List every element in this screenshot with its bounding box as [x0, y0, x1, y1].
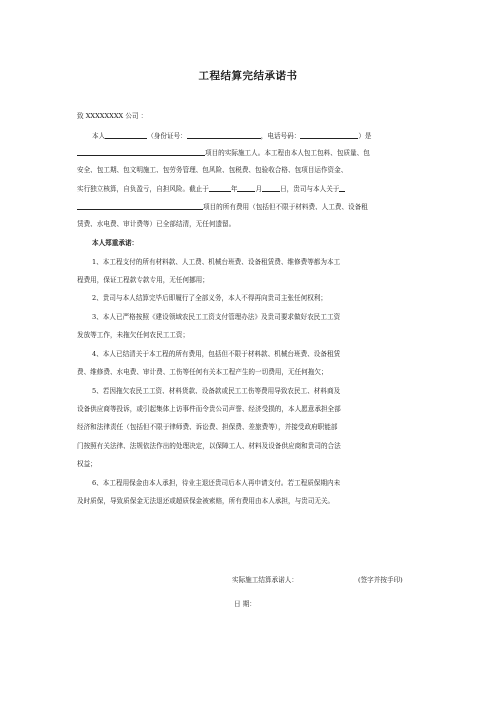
addressee-line: 致 XXXXXXXX 公司 ： [77, 112, 148, 120]
intro-line-4 [77, 184, 345, 194]
commitment-line: 门按照有关法律、法规依法作出的处理决定，以保障工人、材料及设备供应商和贵司的合法 [77, 442, 341, 450]
commitment-line: 5、若因拖欠农民工工资、材料货款、设备款或民工工伤等费用导致农民工、材料商及 [92, 387, 341, 395]
commitment-line: 4、本人已结清关于本工程的所有费用，包括但不限于材料款、机械台班费、设备租赁 [92, 350, 341, 358]
signatory-label: 实际施工结算承诺人： [232, 576, 298, 584]
commitment-line: 6、本工程用保金由本人承担，待业主退还贵司后本人再申请支付。若工程质保期内未 [92, 479, 341, 487]
commitment-line: 经济和法律责任（包括但不限于律师费、诉讼费、担保费、差旅费等），并接受政府职能部 [77, 423, 338, 431]
intro-line-1 [92, 131, 372, 141]
intro-text: ，电话号码： [260, 132, 301, 140]
commitment-line: 及时质保，导致质保金无法退还或超质保金被索赔，所有费用由本人承担，与贵司无关。 [77, 497, 335, 505]
intro-text: 日，贵司与本人关于 [280, 185, 340, 193]
year-blank [209, 184, 231, 192]
commitment-line: 费、维修费、水电费、审计费、工伤等任何有关本工程产生的一切费用，无任何拖欠； [77, 368, 328, 376]
commitment-line: 发放等工作，未拖欠任何农民工工资； [77, 331, 190, 339]
intro-text: ）是 [358, 132, 372, 140]
date-label: 日 期： [234, 600, 256, 608]
intro-line-3: 安全、包工期、包文明施工、包劳务管理、包风险、包税费、包验收合格、包项目运作资金、 [77, 166, 348, 174]
project-blank-tail [339, 184, 345, 192]
intro-line-5 [77, 202, 368, 212]
commitment-line: 权益； [77, 460, 97, 468]
commitment-line: 设备供应商等投诉，或引起集体上访事件而令贵公司声誉、经济受损的，本人愿意承担全部 [77, 405, 341, 413]
commitment-line: 2、贵司与本人结算完毕后即履行了全部义务，本人不得再向贵司主张任何权利； [92, 294, 327, 302]
signature-note: (签字并按手印) [358, 576, 403, 584]
intro-line-2 [77, 148, 370, 158]
intro-text: 项目的所有费用（包括但不限于材料费、人工费、设备租 [203, 203, 368, 211]
intro-text: 年 [230, 185, 238, 193]
intro-text: 项目的实际施工人。本工程由本人包工包料、包质量、包 [205, 149, 370, 157]
commitment-line: 1、本工程支付的所有材料款、人工费、机械台班费、设备租赁费、维修费等都为本工 [92, 258, 341, 266]
intro-text: 实行独立核算，自负盈亏，自担风险。截止于 [77, 185, 209, 193]
intro-text: （身份证号： [147, 132, 187, 140]
commitment-line: 3、本人已严格按照《建设领域农民工工资支付管理办法》及贵司要求做好农民工工资 [92, 313, 341, 321]
intro-line-6: 赁费、水电费、审计费等）已全部结清，无任何遗留。 [77, 220, 236, 228]
project-name-blank [77, 148, 205, 156]
name-blank [105, 131, 147, 139]
commitment-heading: 本人郑重承诺： [92, 239, 139, 247]
document-title: 工程结算完结承诺书 [198, 70, 298, 82]
intro-text: 本人 [92, 132, 106, 140]
day-blank [262, 184, 280, 192]
project-name-blank-2 [77, 202, 203, 210]
month-blank [237, 184, 255, 192]
commitment-line: 程费用，保证工程款专款专用，无任何挪用； [77, 276, 209, 284]
intro-text: 月 [255, 185, 263, 193]
phone-blank [300, 131, 358, 139]
id-number-blank [187, 131, 261, 139]
